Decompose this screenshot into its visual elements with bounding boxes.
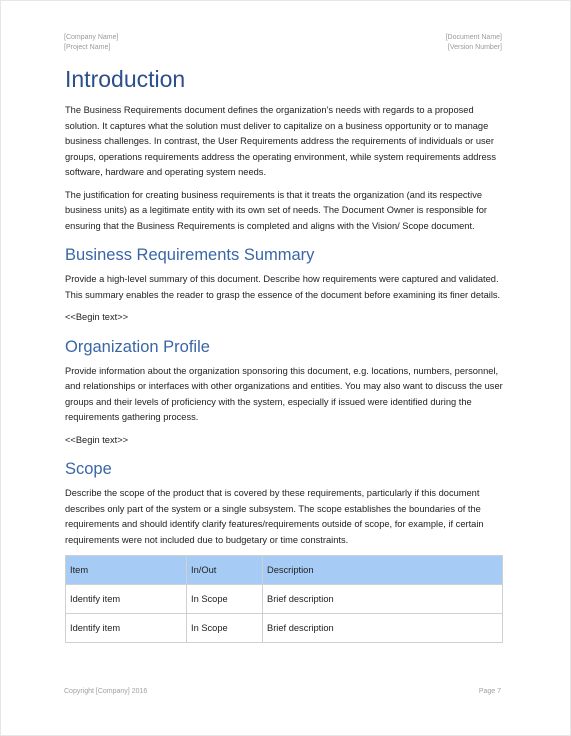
table-cell-description: Brief description — [263, 614, 503, 643]
column-header-in-out: In/Out — [187, 556, 263, 585]
page-content — [65, 63, 505, 643]
profile-heading: Organization Profile — [65, 337, 210, 356]
column-header-description: Description — [263, 556, 503, 585]
column-header-item: Item — [66, 556, 187, 585]
table-cell-item: Identify item — [66, 614, 187, 643]
scope-table — [65, 555, 503, 643]
table-header-row — [66, 556, 503, 585]
introduction-paragraph-2: The justification for creating business requirements is that it treats the organization (and its respective business units) as a legitimate entity with its own set of needs. The Document Owner is responsible for ensuring that the Business Requirements is completed and aligns with the Vision/ Scope document. — [65, 189, 488, 231]
footer-page-number: Page 7 — [478, 688, 501, 695]
table-row — [66, 614, 503, 643]
scope-heading: Scope — [65, 460, 112, 478]
footer-copyright: Copyright [Company] 2016 — [64, 688, 148, 695]
introduction-heading: Introduction — [65, 66, 186, 92]
summary-heading: Business Requirements Summary — [65, 246, 315, 264]
profile-begin-text: <<Begin text>> — [65, 434, 129, 445]
version-number: [Version Number] — [447, 44, 502, 51]
table-cell-description: Brief description — [263, 585, 503, 614]
table-cell-item: Identify item — [66, 585, 187, 614]
header-right — [446, 33, 502, 53]
header-left — [64, 33, 118, 53]
table-cell-in-out: In Scope — [187, 614, 263, 643]
scope-paragraph: Describe the scope of the product that is covered by these requirements, particularly if this document describes only part of the system or a single subsystem. The scope establishes the boundaries of the requirements and should identify clarify features/requirements outside of scope, for example, if certain requirements were not included due to budgetary or time constraints. — [65, 488, 484, 545]
summary-paragraph: Provide a high-level summary of this document. Describe how requirements were captured and validated. This summary enables the reader to grasp the essence of the document before examining its finer details. — [65, 274, 501, 300]
summary-begin-text: <<Begin text>> — [65, 312, 129, 322]
document-name: [Document Name] — [445, 34, 502, 41]
introduction-paragraph-1: The Business Requirements document defines the organization’s needs with regards to a proposed solution. It captures what the solution must deliver to capitalize on a business opportunity or to manage business challenges. In contrast, the User Requirements address the requirements of individuals or user groups, operations requirements address the operating environment, while system requirements address software, hardware and operating system needs. — [65, 105, 496, 177]
company-name: [Company Name] — [64, 34, 119, 41]
project-name: [Project Name] — [64, 44, 111, 51]
profile-paragraph: Provide information about the organization sponsoring this document, e.g. locations, numbers, personnel, and relationships or interfaces with other organizations and entities. You may also want to discuss the user groups and their levels of proficiency with the system, especially if issued were identified during the requirements gathering process. — [65, 365, 503, 422]
table-cell-in-out: In Scope — [187, 585, 263, 614]
table-row — [66, 585, 503, 614]
